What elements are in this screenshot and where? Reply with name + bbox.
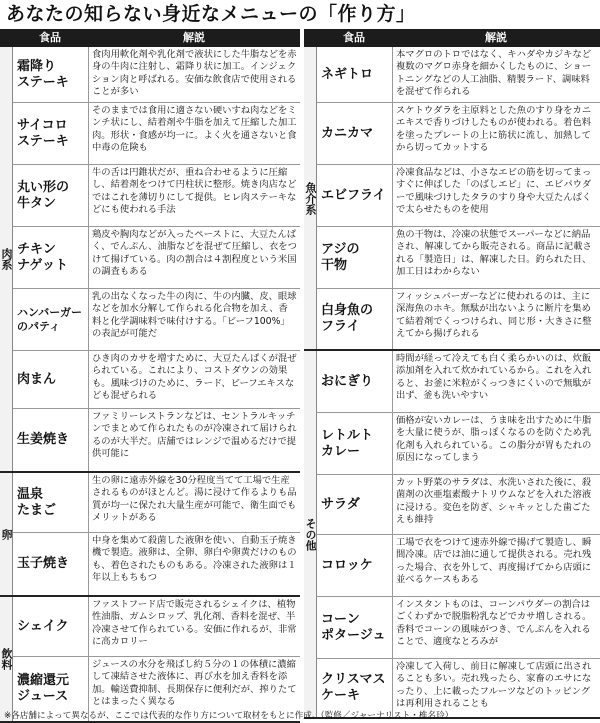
menu-row [317,47,600,103]
food-description: 鶏皮や胸肉などが入ったペーストに、大豆たんぱく、でんぷん、油脂などを混ぜて圧縮し、衣をつけて揚げている。肉の割合は４割程度という米国の調査もある [92,229,297,277]
food-name: サラダ [317,475,393,534]
category-label: 卵 [0,473,13,595]
food-description: 冷凍食品などは、小さなエビの筋を切ってまっすぐに伸ばした「のばしエビ」に、エビパウダーで風味づけしたタラのすり身や大豆たんぱくで太らせたものを使用 [396,167,592,215]
food-name: チキン ナゲット [13,227,89,288]
food-description: ファミリーレストランなどは、セントラルキッチンでまとめて作られたものが冷凍されて届けられるのが大半だ。店舗ではレンジで温めるだけで提供可能に [92,411,297,459]
food-description: インスタントものは、コーンパウダーの割合はごくわずかで脱脂粉乳などでカサ増しされる。香料でコーンの風味がつき、でんぷんを入れることで、適度なとろみが [396,599,592,647]
food-name: コーン ポタージュ [317,597,393,658]
food-name: ハンバーガー のパティ [13,289,89,350]
food-description: フィッシュバーガーなどに使われるのは、主に深海魚のホキ。無駄が出ないように断片を集めて結着剤でくっつけられ、同じ形・大きさに整えてから揚げられる [396,291,592,339]
right-column [304,29,600,719]
category-group [304,351,600,719]
food-name: カニカマ [317,103,393,164]
food-name: エビフライ [317,165,393,226]
category-group [304,47,600,351]
page-title: あなたの知らない身近なメニューの「作り方」 [6,3,416,25]
food-description: スケトウダラを主原料とした魚のすり身をカニエキスで香りづけしたものが使われる。着色料を塗ったプレートの上に筋状に流し、加熱してから切ってカットする [396,105,592,153]
menu-row [317,597,600,659]
food-name: 玉子焼き [13,533,89,595]
food-name: 霜降り ステーキ [13,47,89,102]
menu-row [13,533,300,595]
category-group [0,47,300,473]
left-column [0,29,300,723]
food-description: 食肉用軟化剤や乳化剤で液状にした牛脂などを赤身の牛肉に注射し、霜降り状に加工。インジェクション肉と呼ばれる。安価な飲食店で使用されることが多い [92,49,297,97]
menu-row [317,289,600,349]
left-table-header [0,29,300,47]
food-name: コロッケ [317,535,393,596]
category-label: その他 [304,351,317,717]
menu-row [13,409,300,471]
menu-row [317,103,600,165]
food-description: 乳の出なくなった牛の肉に、牛の内臓、皮、眼球などを加水分解して作られる化合物を加え、香料と化学調味料で味付けする。「ビーフ100%」の表記が可能だ [92,291,297,339]
menu-row [13,165,300,227]
food-name: シェイク [13,597,89,656]
food-description: 時間が経って冷えても白く柔らかいのは、炊飯添加剤を入れて炊かれているから。これを入れると、お釜に米粒がくっつきにくいので無駄が出ず、釜も洗いやすい [396,353,592,401]
food-name: 丸い形の 牛タン [13,165,89,226]
food-name: 生姜焼き [13,409,89,471]
food-name: 濃縮還元 ジュース [13,657,89,721]
menu-row [317,535,600,597]
menu-row [317,413,600,475]
food-description: ひき肉のカサを増すために、大豆たんぱくが混ぜられている。これにより、コストダウンの効果も。風味づけのために、ラード、ビーフエキスなども混ぜられる [92,353,297,401]
category-label: 魚介系 [304,47,317,349]
menu-row [13,597,300,657]
category-label: 飲料 [0,597,13,721]
menu-row [317,165,600,227]
category-label: 肉系 [0,47,13,471]
menu-row [13,227,300,289]
food-name: おにぎり [317,351,393,412]
category-group [0,473,300,597]
menu-row [13,103,300,165]
food-header: 食品 [343,31,365,44]
food-description: 中身を集めて殺菌した液卵を使い、自動玉子焼き機で製造。液卵は、全卵、卵白や卵黄だけのものも、着色されたものもある。冷凍された液卵は１年以上もちもつ [92,535,297,583]
menu-row [13,289,300,351]
food-description: 本マグロのトロではなく、キハダやカジキなど複数のマグロ赤身を細かくしたものに、ショートニングなどの人工油脂、精製ラード、調味料を混ぜて作られる [396,49,592,97]
description-header: 解説 [485,31,507,44]
description-header: 解説 [183,31,205,44]
food-description: カット野菜のサラダは、水洗いされた後に、殺菌剤の次亜塩素酸ナトリウムなどを入れた溶液に浸ける。変色を防ぎ、シャキッとした歯ごたえも維持 [396,477,592,525]
menu-row [317,475,600,535]
menu-row [317,227,600,289]
footnote: ※各店舗によって異なるが、ここでは代表的な作り方について取材をもとに作成。（監修／ジャーナリスト・椎名玲） [4,711,454,721]
food-name: 肉まん [13,351,89,408]
food-description: ファストフード店で販売されるシェイクは、植物性油脂、ガムシロップ、乳化剤、香料を混ぜ、半冷凍させて作られている。安価に作れるが、非常に高カロリー [92,599,297,647]
food-description: 生の卵に遠赤外線を30分程度当てて工場で生産されるものがほとんど。湯に浸けて作るよりも品質が均一に保たれ大量生産が可能で、衛生面でもメリットがある [92,475,297,523]
food-name: 温泉 たまご [13,473,89,532]
food-description: 牛の舌は円錐状だが、重ね合わせるように圧縮し、結着剤をつけて円柱状に整形。焼き肉店などではこれを薄切りにして提供。ヒレ肉ステーキなどにも使われる手法 [92,167,297,215]
food-description: 冷凍して入荷し、前日に解凍して店頭に出されることも多い。売れ残ったら、家畜のエサになったり、上に載ったフルーツなどのトッピングは再利用されることも [396,661,592,709]
food-header: 食品 [39,31,61,44]
food-name: 白身魚の フライ [317,289,393,349]
food-name: サイコロ ステーキ [13,103,89,164]
menu-row [13,351,300,409]
food-name: レトルト カレー [317,413,393,474]
food-description: 価格が安いカレーは、うま味を出すために牛脂を大量に使うが、脂っぽくなるのを防ぐため乳化剤も入れられている。この脂分が胃もたれの原因になってしまう [396,415,592,463]
category-group [0,597,300,723]
food-description: そのままでは食用に適さない硬いすね肉などをミンチ状にし、結着剤や牛脂を加えて圧縮した加工肉。形状・食感が均一に。よく火を通さないと食中毒の危険も [92,105,297,153]
menu-row [13,473,300,533]
food-description: 工場で衣をつけて速赤外線で揚げて製造し、瞬間冷凍。店では油に通して提供される。売れ残った場合、衣を外して、再度揚げてから店頭に並べるケースもある [396,537,592,585]
right-table-header [304,29,600,47]
menu-row [317,351,600,413]
food-name: アジの 干物 [317,227,393,288]
food-description: ジュースの水分を飛ばし約５分の１の体積に濃縮して凍結させた液体に、再び水を加え香料を添加。輸送費抑制、長期保存に便利だが、搾りたてとはまったく異なる [92,659,297,707]
food-description: 魚の干物は、冷凍の状態でスーパーなどに納品され、解凍してから販売される。商品に記載される「製造日」は、解凍した日。釣られた日、加工日はわからない [396,229,592,277]
food-name: クリスマス ケーキ [317,659,393,717]
food-name: ネギトロ [317,47,393,102]
menu-row [13,47,300,103]
